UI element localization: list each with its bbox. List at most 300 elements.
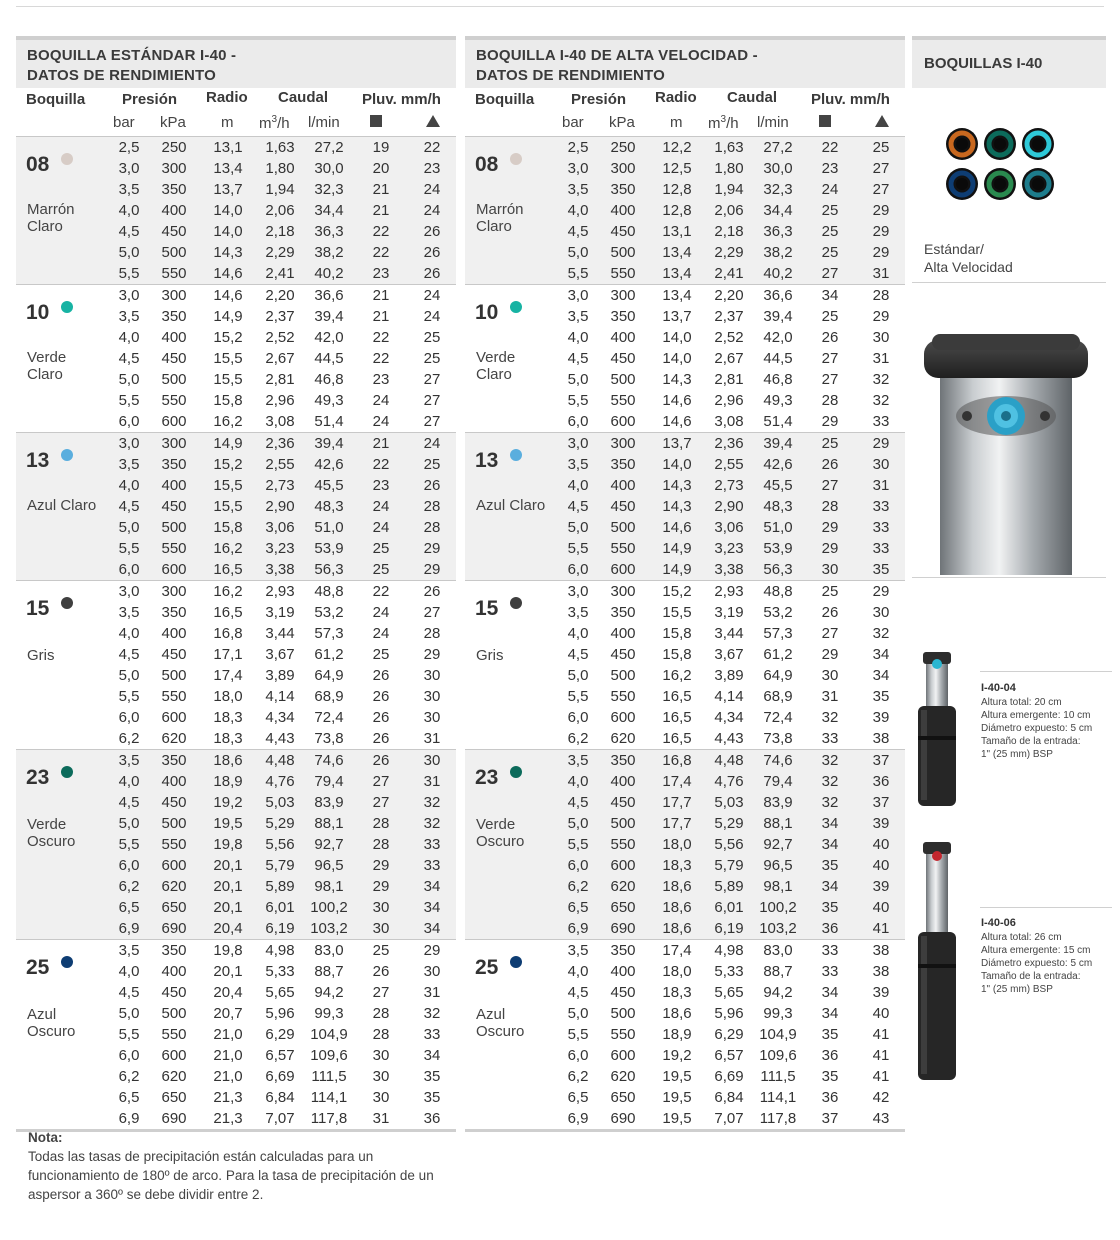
radius-cell: 16,8 bbox=[213, 625, 243, 642]
table-row bbox=[465, 411, 905, 432]
pressure-bar-cell: 2,5 bbox=[567, 139, 589, 156]
precip-square-cell: 27 bbox=[821, 350, 839, 367]
precip-square-cell: 36 bbox=[821, 1089, 839, 1106]
table-row bbox=[465, 792, 905, 813]
flow-m3h-cell: 1,94 bbox=[265, 181, 295, 198]
pressure-bar-cell: 4,5 bbox=[118, 498, 140, 515]
radius-cell: 13,7 bbox=[213, 181, 243, 198]
radius-cell: 18,6 bbox=[662, 878, 692, 895]
flow-m3h-cell: 3,89 bbox=[714, 667, 744, 684]
flow-m3h-cell: 6,19 bbox=[714, 920, 744, 937]
table-row bbox=[465, 1066, 905, 1087]
flow-m3h-cell: 5,03 bbox=[265, 794, 295, 811]
precip-triangle-cell: 24 bbox=[423, 435, 441, 452]
radius-cell: 20,1 bbox=[213, 857, 243, 874]
precip-triangle-cell: 27 bbox=[872, 160, 890, 177]
precip-square-cell: 30 bbox=[821, 667, 839, 684]
table-row bbox=[465, 327, 905, 348]
radius-cell: 14,9 bbox=[213, 308, 243, 325]
pressure-bar-cell: 4,0 bbox=[118, 963, 140, 980]
precip-square-cell: 32 bbox=[821, 794, 839, 811]
flow-lmin-cell: 114,1 bbox=[310, 1089, 348, 1106]
precip-square-cell: 33 bbox=[821, 730, 839, 747]
i-40-06-title: I-40-06 bbox=[981, 917, 1016, 929]
table-row bbox=[16, 242, 456, 263]
radius-cell: 12,8 bbox=[662, 181, 692, 198]
radius-cell: 19,5 bbox=[662, 1068, 692, 1085]
pressure-bar-cell: 5,0 bbox=[567, 519, 589, 536]
pressure-kpa-cell: 500 bbox=[610, 815, 636, 832]
flow-lmin-cell: 117,8 bbox=[310, 1110, 348, 1127]
table-header bbox=[16, 36, 456, 88]
pressure-bar-cell: 6,0 bbox=[118, 1047, 140, 1064]
nozzle-number: 25 bbox=[475, 956, 499, 979]
flow-m3h-cell: 5,33 bbox=[265, 963, 295, 980]
nozzle-ring-hole bbox=[994, 138, 1006, 150]
precip-triangle-cell: 31 bbox=[872, 477, 890, 494]
pressure-bar-cell: 5,5 bbox=[567, 688, 589, 705]
precip-square-cell: 32 bbox=[821, 752, 839, 769]
precip-triangle-cell: 40 bbox=[872, 1005, 890, 1022]
flow-lmin-cell: 56,3 bbox=[314, 561, 344, 578]
precip-square-cell: 26 bbox=[372, 752, 390, 769]
precip-square-cell: 30 bbox=[821, 561, 839, 578]
precip-triangle-cell: 26 bbox=[423, 477, 441, 494]
nozzle-number: 10 bbox=[475, 301, 499, 324]
unit-kpa: kPa bbox=[609, 114, 635, 131]
flow-lmin-cell: 100,2 bbox=[310, 899, 348, 916]
radius-cell: 14,9 bbox=[213, 435, 243, 452]
pressure-kpa-cell: 600 bbox=[610, 413, 636, 430]
precip-triangle-cell: 35 bbox=[872, 561, 890, 578]
radius-cell: 16,2 bbox=[213, 583, 243, 600]
precip-triangle-cell: 38 bbox=[872, 963, 890, 980]
flow-m3h-cell: 6,69 bbox=[714, 1068, 744, 1085]
radius-cell: 18,6 bbox=[213, 752, 243, 769]
precip-triangle-cell: 40 bbox=[872, 836, 890, 853]
pressure-kpa-cell: 550 bbox=[610, 836, 636, 853]
table-row bbox=[16, 1024, 456, 1045]
precip-square-cell: 28 bbox=[821, 392, 839, 409]
precip-triangle-cell: 27 bbox=[872, 181, 890, 198]
table-row bbox=[465, 982, 905, 1003]
nozzle-number: 08 bbox=[475, 153, 499, 176]
pressure-bar-cell: 3,5 bbox=[567, 752, 589, 769]
pressure-bar-cell: 6,5 bbox=[567, 1089, 589, 1106]
precip-square-cell: 21 bbox=[372, 435, 390, 452]
radius-cell: 18,6 bbox=[662, 920, 692, 937]
flow-lmin-cell: 104,9 bbox=[310, 1026, 348, 1043]
unit-m3h bbox=[259, 114, 290, 132]
precip-square-cell: 25 bbox=[821, 223, 839, 240]
precip-triangle-cell: 36 bbox=[423, 1110, 441, 1127]
nozzle-number: 08 bbox=[26, 153, 50, 176]
flow-lmin-cell: 117,8 bbox=[759, 1110, 797, 1127]
pressure-kpa-cell: 400 bbox=[161, 625, 187, 642]
precip-triangle-cell: 26 bbox=[423, 583, 441, 600]
table-row bbox=[16, 496, 456, 517]
nozzle-group-23 bbox=[465, 749, 905, 939]
flow-m3h-cell: 2,29 bbox=[265, 244, 295, 261]
flow-m3h-cell: 3,08 bbox=[714, 413, 744, 430]
pressure-bar-cell: 6,2 bbox=[567, 878, 589, 895]
unit-m3h-tail: /h bbox=[726, 115, 739, 132]
pressure-kpa-cell: 500 bbox=[161, 1005, 187, 1022]
precip-square-cell: 33 bbox=[821, 963, 839, 980]
precip-triangle-cell: 34 bbox=[423, 899, 441, 916]
radius-cell: 13,4 bbox=[662, 287, 692, 304]
flow-lmin-cell: 53,9 bbox=[763, 540, 793, 557]
precip-square-cell: 31 bbox=[821, 688, 839, 705]
flow-lmin-cell: 53,2 bbox=[763, 604, 793, 621]
flow-lmin-cell: 79,4 bbox=[763, 773, 793, 790]
precip-square-cell: 34 bbox=[821, 984, 839, 1001]
flow-lmin-cell: 36,6 bbox=[314, 287, 344, 304]
precip-square-cell: 34 bbox=[821, 878, 839, 895]
i-40-04-sprinkler-image bbox=[915, 650, 960, 810]
flow-m3h-cell: 5,79 bbox=[714, 857, 744, 874]
flow-m3h-cell: 4,48 bbox=[714, 752, 744, 769]
flow-m3h-cell: 3,06 bbox=[714, 519, 744, 536]
precip-square-cell: 34 bbox=[821, 836, 839, 853]
table-row bbox=[465, 602, 905, 623]
table-row bbox=[465, 918, 905, 939]
table-row bbox=[16, 221, 456, 242]
pressure-kpa-cell: 500 bbox=[610, 667, 636, 684]
radius-cell: 14,9 bbox=[662, 540, 692, 557]
flow-lmin-cell: 99,3 bbox=[314, 1005, 344, 1022]
flow-lmin-cell: 27,2 bbox=[314, 139, 344, 156]
nozzle-color-name: Verde Claro bbox=[476, 349, 516, 383]
precip-square-cell: 26 bbox=[821, 604, 839, 621]
precip-triangle-cell: 33 bbox=[872, 540, 890, 557]
radius-cell: 17,7 bbox=[662, 815, 692, 832]
flow-lmin-cell: 38,2 bbox=[314, 244, 344, 261]
radius-cell: 20,1 bbox=[213, 878, 243, 895]
radius-cell: 16,5 bbox=[213, 604, 243, 621]
side-divider bbox=[912, 282, 1106, 283]
pressure-kpa-cell: 600 bbox=[610, 1047, 636, 1064]
flow-lmin-cell: 42,6 bbox=[763, 456, 793, 473]
flow-lmin-cell: 48,3 bbox=[314, 498, 344, 515]
nozzle-number: 23 bbox=[475, 766, 499, 789]
radius-cell: 13,4 bbox=[213, 160, 243, 177]
flow-lmin-cell: 53,2 bbox=[314, 604, 344, 621]
flow-m3h-cell: 6,84 bbox=[265, 1089, 295, 1106]
flow-m3h-cell: 4,43 bbox=[265, 730, 295, 747]
precip-square-cell: 25 bbox=[372, 561, 390, 578]
radius-cell: 16,5 bbox=[662, 688, 692, 705]
pressure-bar-cell: 4,0 bbox=[118, 329, 140, 346]
pressure-kpa-cell: 450 bbox=[161, 350, 187, 367]
radius-cell: 14,3 bbox=[662, 498, 692, 515]
precip-square-cell: 26 bbox=[372, 688, 390, 705]
radius-cell: 17,4 bbox=[662, 942, 692, 959]
flow-m3h-cell: 4,48 bbox=[265, 752, 295, 769]
flow-m3h-cell: 6,19 bbox=[265, 920, 295, 937]
precip-triangle-cell: 42 bbox=[872, 1089, 890, 1106]
flow-m3h-cell: 6,01 bbox=[714, 899, 744, 916]
radius-cell: 14,0 bbox=[662, 456, 692, 473]
pressure-bar-cell: 3,0 bbox=[567, 160, 589, 177]
precip-square-cell: 21 bbox=[372, 181, 390, 198]
radius-cell: 19,8 bbox=[213, 836, 243, 853]
flow-lmin-cell: 72,4 bbox=[314, 709, 344, 726]
flow-lmin-cell: 74,6 bbox=[763, 752, 793, 769]
flow-m3h-cell: 2,93 bbox=[714, 583, 744, 600]
flow-m3h-cell: 5,96 bbox=[265, 1005, 295, 1022]
flow-m3h-cell: 6,57 bbox=[714, 1047, 744, 1064]
top-rule bbox=[16, 6, 1104, 7]
col-flow-header: Caudal bbox=[727, 89, 778, 106]
col-flow-header: Caudal bbox=[278, 89, 329, 106]
pressure-kpa-cell: 450 bbox=[610, 223, 636, 240]
precip-square-cell: 24 bbox=[821, 181, 839, 198]
nozzle-group-13 bbox=[465, 432, 905, 580]
flow-lmin-cell: 94,2 bbox=[314, 984, 344, 1001]
radius-cell: 21,0 bbox=[213, 1047, 243, 1064]
precip-square-cell: 30 bbox=[372, 1089, 390, 1106]
col-pressure-header: Presión bbox=[571, 91, 627, 108]
pressure-kpa-cell: 500 bbox=[161, 371, 187, 388]
precip-square-cell: 22 bbox=[372, 456, 390, 473]
table-row bbox=[16, 918, 456, 939]
pressure-kpa-cell: 500 bbox=[161, 244, 187, 261]
pressure-bar-cell: 6,0 bbox=[118, 857, 140, 874]
radius-cell: 19,5 bbox=[662, 1089, 692, 1106]
precip-triangle-cell: 28 bbox=[423, 519, 441, 536]
pressure-bar-cell: 3,0 bbox=[118, 583, 140, 600]
flow-lmin-cell: 30,0 bbox=[314, 160, 344, 177]
flow-m3h-cell: 2,67 bbox=[714, 350, 744, 367]
table-row bbox=[465, 496, 905, 517]
table-row bbox=[16, 1045, 456, 1066]
flow-lmin-cell: 51,4 bbox=[314, 413, 344, 430]
precip-triangle-cell: 39 bbox=[872, 709, 890, 726]
precip-triangle-cell: 41 bbox=[872, 1047, 890, 1064]
precip-triangle-cell: 32 bbox=[872, 625, 890, 642]
table-row bbox=[465, 263, 905, 284]
unit-m3h-base: m bbox=[259, 115, 272, 132]
table-row bbox=[16, 581, 456, 602]
flow-m3h-cell: 4,14 bbox=[714, 688, 744, 705]
unit-m3h-sup: 3 bbox=[720, 114, 727, 125]
radius-cell: 18,9 bbox=[662, 1026, 692, 1043]
radius-cell: 13,4 bbox=[662, 244, 692, 261]
precip-square-cell: 22 bbox=[372, 223, 390, 240]
table-row bbox=[16, 263, 456, 284]
pressure-bar-cell: 4,0 bbox=[118, 773, 140, 790]
table-row bbox=[465, 306, 905, 327]
flow-m3h-cell: 6,29 bbox=[714, 1026, 744, 1043]
table-row bbox=[16, 158, 456, 179]
flow-m3h-cell: 2,67 bbox=[265, 350, 295, 367]
precip-triangle-cell: 34 bbox=[423, 878, 441, 895]
flow-lmin-cell: 109,6 bbox=[310, 1047, 348, 1064]
pressure-kpa-cell: 300 bbox=[161, 287, 187, 304]
flow-lmin-cell: 48,8 bbox=[314, 583, 344, 600]
unit-bar: bar bbox=[562, 114, 584, 131]
precip-triangle-cell: 30 bbox=[423, 963, 441, 980]
flow-m3h-cell: 2,36 bbox=[714, 435, 744, 452]
pressure-bar-cell: 5,5 bbox=[118, 392, 140, 409]
pressure-kpa-cell: 350 bbox=[610, 942, 636, 959]
pressure-bar-cell: 4,5 bbox=[567, 984, 589, 1001]
pressure-kpa-cell: 550 bbox=[610, 540, 636, 557]
radius-cell: 16,5 bbox=[662, 730, 692, 747]
table-row bbox=[465, 285, 905, 306]
pressure-bar-cell: 6,5 bbox=[567, 899, 589, 916]
precip-square-cell: 37 bbox=[821, 1110, 839, 1127]
flow-m3h-cell: 5,56 bbox=[265, 836, 295, 853]
precip-triangle-cell: 39 bbox=[872, 878, 890, 895]
radius-cell: 20,4 bbox=[213, 984, 243, 1001]
nozzle-color-name: Verde Oscuro bbox=[27, 816, 76, 850]
table-row bbox=[16, 623, 456, 644]
nozzle-number: 15 bbox=[26, 597, 50, 620]
precip-triangle-cell: 29 bbox=[872, 223, 890, 240]
precip-square-cell: 25 bbox=[821, 308, 839, 325]
unit-m: m bbox=[670, 114, 683, 131]
precip-square-cell: 23 bbox=[821, 160, 839, 177]
flow-m3h-cell: 5,29 bbox=[714, 815, 744, 832]
nozzle-group-13 bbox=[16, 432, 456, 580]
flow-m3h-cell: 5,03 bbox=[714, 794, 744, 811]
flow-m3h-cell: 2,73 bbox=[265, 477, 295, 494]
radius-cell: 12,5 bbox=[662, 160, 692, 177]
flow-m3h-cell: 2,37 bbox=[714, 308, 744, 325]
flow-lmin-cell: 68,9 bbox=[314, 688, 344, 705]
precip-square-cell: 23 bbox=[372, 477, 390, 494]
precip-square-cell: 30 bbox=[372, 899, 390, 916]
radius-cell: 16,2 bbox=[213, 540, 243, 557]
pressure-bar-cell: 5,0 bbox=[118, 519, 140, 536]
table-row bbox=[465, 771, 905, 792]
pressure-bar-cell: 4,5 bbox=[118, 984, 140, 1001]
pressure-kpa-cell: 550 bbox=[161, 688, 187, 705]
pressure-kpa-cell: 620 bbox=[161, 730, 187, 747]
table-row bbox=[16, 644, 456, 665]
i-40-04-divider bbox=[980, 671, 1112, 672]
table-row bbox=[16, 813, 456, 834]
flow-lmin-cell: 88,1 bbox=[763, 815, 793, 832]
precip-triangle-cell: 22 bbox=[423, 139, 441, 156]
pressure-kpa-cell: 690 bbox=[161, 920, 187, 937]
pressure-kpa-cell: 400 bbox=[161, 477, 187, 494]
flow-lmin-cell: 39,4 bbox=[763, 435, 793, 452]
nozzle-ring-hole bbox=[1032, 178, 1044, 190]
pressure-kpa-cell: 350 bbox=[610, 604, 636, 621]
pressure-kpa-cell: 550 bbox=[610, 392, 636, 409]
precip-triangle-cell: 41 bbox=[872, 1026, 890, 1043]
nozzle-group-08 bbox=[465, 136, 905, 284]
nozzle-group-15 bbox=[16, 580, 456, 749]
precip-square-cell: 25 bbox=[821, 583, 839, 600]
precip-triangle-cell: 29 bbox=[872, 308, 890, 325]
precip-triangle-cell: 41 bbox=[872, 920, 890, 937]
flow-m3h-cell: 5,65 bbox=[265, 984, 295, 1001]
pressure-kpa-cell: 620 bbox=[161, 878, 187, 895]
precip-triangle-cell: 24 bbox=[423, 287, 441, 304]
col-radius-header: Radio bbox=[206, 89, 248, 106]
pressure-bar-cell: 4,0 bbox=[118, 202, 140, 219]
flow-lmin-cell: 73,8 bbox=[314, 730, 344, 747]
precip-square-cell: 20 bbox=[372, 160, 390, 177]
pressure-kpa-cell: 450 bbox=[161, 223, 187, 240]
nozzle-number: 25 bbox=[26, 956, 50, 979]
side-divider-2 bbox=[912, 577, 1106, 578]
table-row bbox=[16, 1066, 456, 1087]
unit-m3h-tail: /h bbox=[277, 115, 290, 132]
radius-cell: 16,2 bbox=[662, 667, 692, 684]
precip-triangle-cell: 27 bbox=[423, 371, 441, 388]
pressure-bar-cell: 2,5 bbox=[118, 139, 140, 156]
radius-cell: 16,8 bbox=[662, 752, 692, 769]
precip-triangle-cell: 32 bbox=[872, 371, 890, 388]
table-row bbox=[16, 390, 456, 411]
radius-cell: 14,0 bbox=[662, 350, 692, 367]
pressure-bar-cell: 3,5 bbox=[567, 181, 589, 198]
precip-triangle-cell: 30 bbox=[872, 604, 890, 621]
pressure-kpa-cell: 250 bbox=[161, 139, 187, 156]
precip-triangle-cell: 29 bbox=[423, 561, 441, 578]
pressure-kpa-cell: 400 bbox=[161, 773, 187, 790]
precip-triangle-cell: 30 bbox=[423, 688, 441, 705]
table-row bbox=[465, 390, 905, 411]
pressure-bar-cell: 6,9 bbox=[118, 920, 140, 937]
table-row bbox=[16, 855, 456, 876]
precip-square-cell: 29 bbox=[821, 413, 839, 430]
i-40-06-divider bbox=[980, 907, 1112, 908]
pressure-kpa-cell: 600 bbox=[610, 561, 636, 578]
table-row bbox=[16, 369, 456, 390]
pressure-bar-cell: 4,0 bbox=[567, 625, 589, 642]
flow-lmin-cell: 103,2 bbox=[759, 920, 797, 937]
nozzle-color-name: Marrón Claro bbox=[476, 201, 524, 235]
nozzle-color-name: Azul Oscuro bbox=[476, 1006, 525, 1040]
table-row bbox=[16, 517, 456, 538]
radius-cell: 13,4 bbox=[662, 265, 692, 282]
radius-cell: 12,8 bbox=[662, 202, 692, 219]
precip-triangle-cell: 31 bbox=[423, 773, 441, 790]
table-row bbox=[465, 728, 905, 749]
flow-lmin-cell: 45,5 bbox=[314, 477, 344, 494]
table-row bbox=[16, 897, 456, 918]
radius-cell: 18,0 bbox=[213, 688, 243, 705]
flow-lmin-cell: 104,9 bbox=[759, 1026, 797, 1043]
precip-triangle-cell: 33 bbox=[872, 519, 890, 536]
precip-square-cell: 30 bbox=[372, 920, 390, 937]
nozzle-ring-hole bbox=[994, 178, 1006, 190]
precip-triangle-cell: 25 bbox=[423, 329, 441, 346]
pressure-bar-cell: 3,5 bbox=[567, 456, 589, 473]
precip-triangle-cell: 31 bbox=[872, 265, 890, 282]
pressure-bar-cell: 6,0 bbox=[567, 709, 589, 726]
unit-lmin: l/min bbox=[308, 114, 340, 131]
pressure-kpa-cell: 300 bbox=[161, 435, 187, 452]
flow-lmin-cell: 64,9 bbox=[314, 667, 344, 684]
flow-m3h-cell: 5,96 bbox=[714, 1005, 744, 1022]
table-row bbox=[16, 940, 456, 961]
radius-cell: 15,5 bbox=[213, 350, 243, 367]
pressure-kpa-cell: 350 bbox=[161, 752, 187, 769]
precip-square-cell: 22 bbox=[372, 244, 390, 261]
pressure-kpa-cell: 500 bbox=[610, 371, 636, 388]
precip-triangle-cell: 27 bbox=[423, 604, 441, 621]
flow-m3h-cell: 5,56 bbox=[714, 836, 744, 853]
col-precip-header: Pluv. mm/h bbox=[362, 91, 441, 108]
flow-m3h-cell: 4,34 bbox=[265, 709, 295, 726]
